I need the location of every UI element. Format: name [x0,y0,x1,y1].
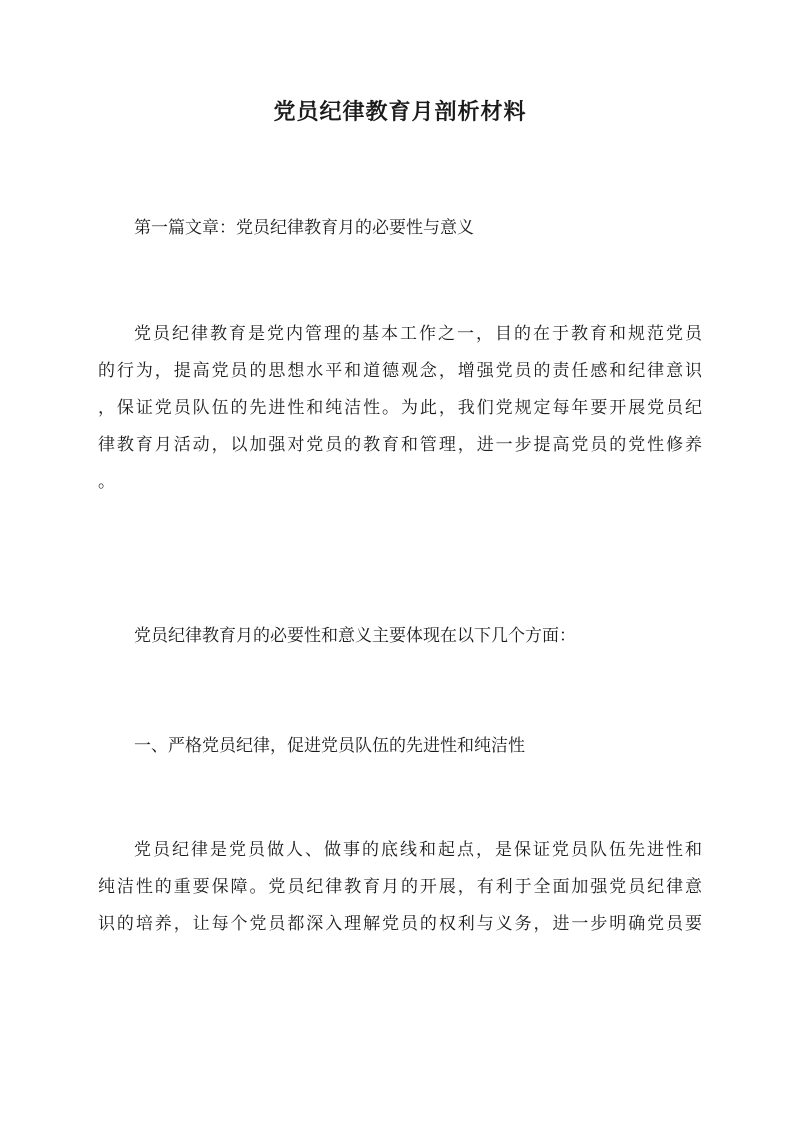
paragraph-line: 党员纪律教育是党内管理的基本工作之一，目的在于教育和规范党员 [134,324,702,344]
document-title: 党员纪律教育月剖析材料 [273,99,527,125]
paragraph-line: 的行为，提高党员的思想水平和道德观念，增强党员的责任感和纪律意识 [98,361,702,381]
paragraph-1 [98,316,702,501]
paragraph-line: 党员纪律是党员做人、做事的底线和起点，是保证党员队伍先进性和 [134,840,702,860]
paragraph-2 [98,832,702,943]
paragraph-line: 纯洁性的重要保障。党员纪律教育月的开展，有利于全面加强党员纪律意 [98,877,702,897]
intro-sentence: 党员纪律教育月的必要性和意义主要体现在以下几个方面： [134,626,576,646]
chapter-heading: 第一篇文章：党员纪律教育月的必要性与意义 [134,218,474,238]
paragraph-line: 识的培养，让每个党员都深入理解党员的权利与义务，进一步明确党员要 [98,914,702,934]
paragraph-line: 。 [98,472,115,492]
paragraph-line: ，保证党员队伍的先进性和纯洁性。为此，我们党规定每年要开展党员纪 [98,398,702,418]
paragraph-line: 律教育月活动，以加强对党员的教育和管理，进一步提高党员的党性修养 [98,435,702,455]
section-heading-1: 一、严格党员纪律，促进党员队伍的先进性和纯洁性 [134,736,525,756]
